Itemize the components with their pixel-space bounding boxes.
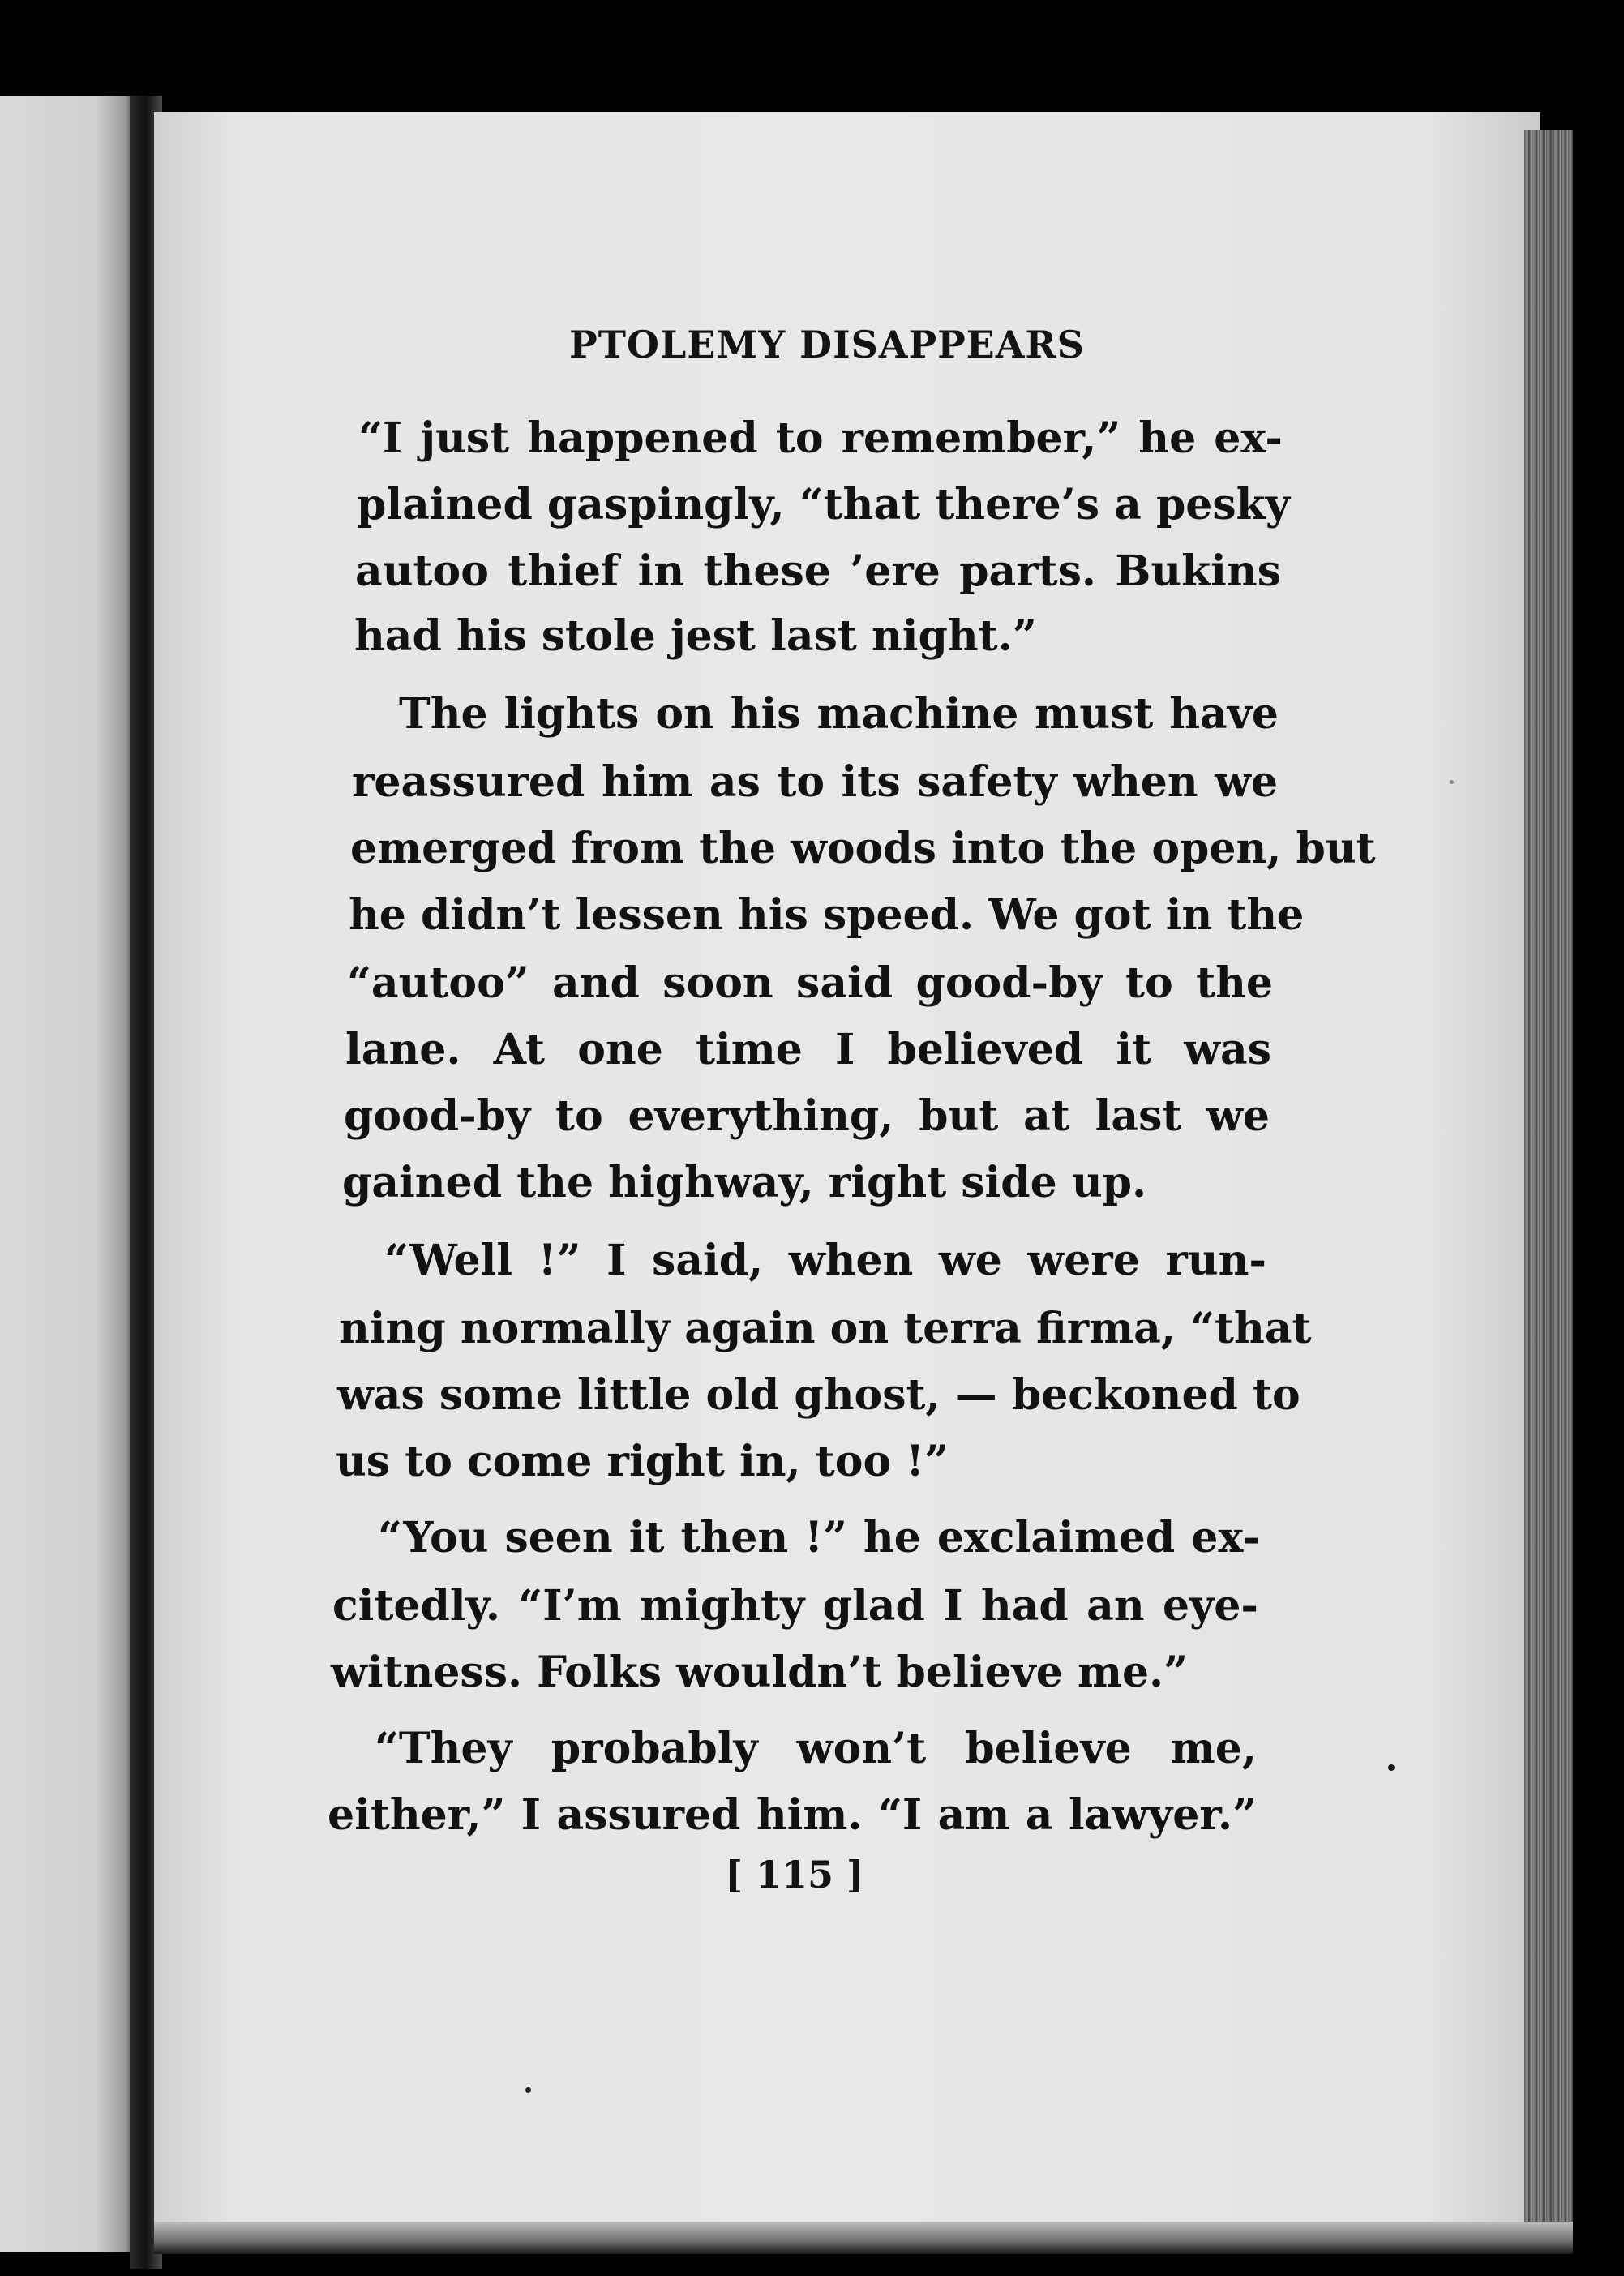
- dust-speck: [1450, 780, 1454, 784]
- text-line: “You seen it then !” he exclaimed ex-: [378, 1513, 1260, 1562]
- page-stack-edge: [1524, 130, 1573, 2254]
- text-line: witness. Folks wouldn’t believe me.”: [331, 1648, 1189, 1697]
- dust-speck: [525, 2087, 531, 2093]
- text-line: “They probably won’t believe me,: [375, 1724, 1257, 1773]
- text-line: autoo thief in these ’ere parts. Bukins: [355, 546, 1281, 596]
- text-line: us to come right in, too !”: [336, 1437, 949, 1486]
- page-bottom-edge: [154, 2222, 1573, 2254]
- running-head: PTOLEMY DISAPPEARS: [569, 323, 1085, 366]
- page-number: [ 115 ]: [725, 1853, 864, 1897]
- text-line: reassured him as to its safety when we: [352, 757, 1278, 807]
- text-line: citedly. “I’m mighty glad I had an eye-: [332, 1581, 1258, 1631]
- text-line: The lights on his machine must have: [399, 689, 1279, 739]
- text-line: good-by to everything, but at last we: [344, 1091, 1270, 1141]
- text-line: “Well !” I said, when we were run-: [384, 1236, 1266, 1285]
- text-line: either,” I assured him. “I am a lawyer.”: [328, 1790, 1257, 1840]
- text-line: had his stole jest last night.”: [354, 611, 1037, 661]
- text-line: ning normally again on terra firma, “that: [339, 1304, 1312, 1353]
- facing-page-edge: [0, 96, 136, 2252]
- text-line: “I just happened to remember,” he ex-: [358, 414, 1283, 463]
- text-line: gained the highway, right side up.: [342, 1158, 1147, 1207]
- text-line: plained gaspingly, “that there’s a pesky: [357, 480, 1290, 529]
- text-line: was some little old ghost, — beckoned to: [337, 1370, 1300, 1420]
- text-line: lane. At one time I believed it was: [345, 1025, 1271, 1074]
- text-line: “autoo” and soon said good-by to the: [347, 958, 1273, 1008]
- text-line: he didn’t lessen his speed. We got in the: [349, 890, 1305, 940]
- dust-speck: [1388, 1764, 1395, 1771]
- text-line: emerged from the woods into the open, but: [350, 824, 1376, 873]
